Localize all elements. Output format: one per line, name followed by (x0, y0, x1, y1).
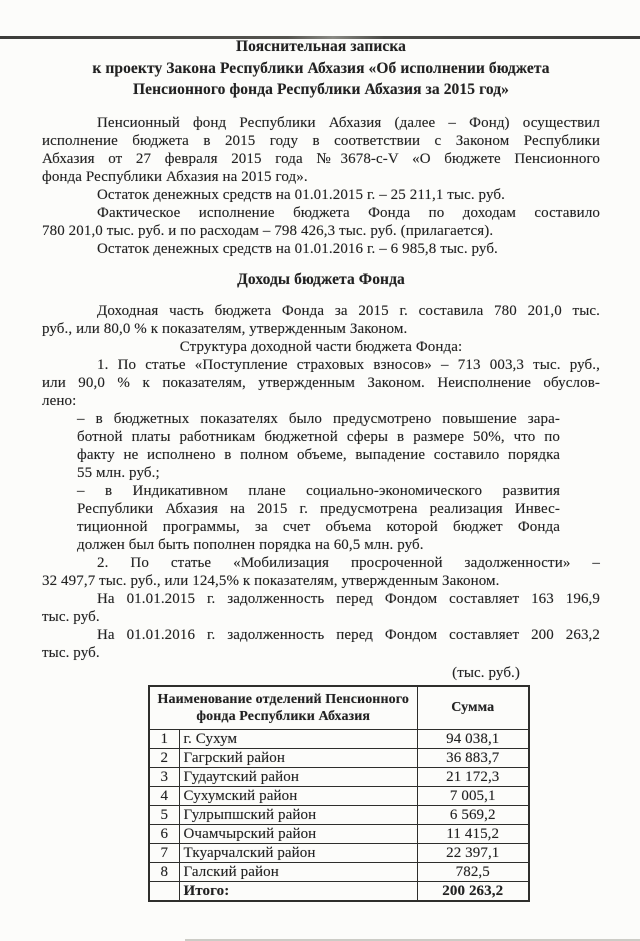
text-line: Пояснительная записка (235, 38, 407, 55)
text-line: Фактическое исполнение бюджета Фонда по доходам составило (97, 204, 600, 221)
table-row (149, 767, 529, 786)
text-line: Структура доходной части бюджета Фонда: (179, 338, 463, 355)
table-row (149, 748, 529, 767)
row-number-cell: 1 (149, 729, 179, 748)
text-line: Пенсионного фонда Республики Абхазия за 2015 год» (132, 81, 510, 98)
table-row (149, 843, 529, 862)
text-line: На 01.01.2016 г. задолженность перед Фондом составляет 200 263,2 (97, 626, 600, 643)
branch-name-cell: Сухумский район (179, 786, 417, 805)
text-line: или 90,0 % к показателям, утвержденным Законом. Неисполнение обуслов- (42, 374, 600, 391)
branch-name-cell: Ткуарчалский район (179, 843, 417, 862)
table-row (149, 805, 529, 824)
text-line: руб., или 80,0 % к показателям, утвержденным Законом. (42, 320, 408, 337)
row-number-cell: 4 (149, 786, 179, 805)
sum-cell: 200 263,2 (417, 881, 529, 901)
section-heading-incomes (42, 271, 600, 289)
branch-name-cell: Очамчырский район (179, 824, 417, 843)
bullet-salary (77, 410, 560, 482)
sum-cell: 22 397,1 (417, 843, 529, 862)
text-line: (тыс. руб.) (452, 664, 520, 681)
branch-name-cell: Гудаутский район (179, 767, 417, 786)
text-line: Доходы бюджета Фонда (237, 270, 405, 288)
row-number-cell: 5 (149, 805, 179, 824)
text-line: Пенсионный фонд Республики Абхазия (далее – Фонд) осуществил (97, 114, 600, 131)
text-line: факту не исполнено в полном объеме, выпадение составило порядка (77, 446, 560, 463)
text-line: 55 млн. руб.; (77, 464, 160, 481)
text-line: фонда Республики Абхазия на 2015 год». (42, 168, 308, 185)
text-line: лено: (42, 392, 77, 409)
document-title (42, 36, 600, 101)
text-line: должен был быть пополнен порядка на 60,5 млн. руб. (77, 536, 424, 553)
sum-cell: 7 005,1 (417, 786, 529, 805)
paragraph-balance-2016 (42, 240, 600, 258)
branch-name-cell: Гулрыпшский район (179, 805, 417, 824)
sum-cell: 6 569,2 (417, 805, 529, 824)
table-row (149, 729, 529, 748)
row-number-cell: 7 (149, 843, 179, 862)
text-line: ботной платы работникам бюджетной сферы в размере 50%, что по (77, 428, 560, 445)
branch-name-cell: Итого: (179, 881, 417, 901)
text-line: к проекту Закона Республики Абхазия «Об исполнении бюджета (92, 59, 550, 77)
text-line: тыс. руб. (42, 644, 100, 661)
branch-name-cell: Галский район (179, 862, 417, 881)
pension-branches-table (148, 685, 530, 902)
text-line: Абхазия от 27 февраля 2015 года №3678-с-V «О бюджете Пенсионного (42, 150, 600, 167)
table-header-row (149, 686, 529, 730)
text-line: 32 497,7 тыс. руб., или 124,5% к показателям, утвержденным Законом. (42, 572, 500, 589)
paragraph-actual-execution (42, 204, 600, 240)
sum-cell: 36 883,7 (417, 748, 529, 767)
sum-cell: 21 172,3 (417, 767, 529, 786)
table-row (149, 862, 529, 881)
paragraph-item-1 (42, 356, 600, 410)
table-row (149, 786, 529, 805)
row-number-cell (149, 881, 179, 901)
sum-cell: 94 038,1 (417, 729, 529, 748)
table-header-sum: Сумма (417, 686, 529, 730)
table-body (149, 729, 529, 901)
text-line: исполнение бюджета в 2015 году в соответствии с Законом Республики (42, 132, 600, 149)
text-line: 780 201,0 тыс. руб. и по расходам – 798 426,3 тыс. руб. (прилагается). (42, 222, 494, 239)
paragraph-item-2 (42, 554, 600, 590)
paragraph-structure (42, 338, 600, 356)
text-line: Республики Абхазия на 2015 г. предусмотрена реализация Инвес- (77, 500, 560, 517)
paragraph-debt-2016 (42, 626, 600, 662)
row-number-cell: 6 (149, 824, 179, 843)
text-line: 1. По статье «Поступление страховых взносов» – 713 003,3 тыс. руб., (97, 356, 600, 373)
text-line: тиционной программы, за счет объема которой бюджет Фонда (77, 518, 560, 535)
paragraph-debt-2015 (42, 590, 600, 626)
bullet-investment (77, 482, 560, 554)
text-line: тыс. руб. (42, 608, 100, 625)
paragraph-balance-2015 (42, 186, 600, 204)
row-number-cell: 2 (149, 748, 179, 767)
text-line: 2. По статье «Мобилизация просроченной задолженности» – (97, 554, 600, 571)
table-header-name: Наименование отделений Пенсионного фонда Республики Абхазия (149, 686, 417, 730)
table-row (149, 824, 529, 843)
sum-cell: 782,5 (417, 862, 529, 881)
table-total-row (149, 881, 529, 901)
row-number-cell: 8 (149, 862, 179, 881)
text-line: – в Индикативном плане социально-экономического развития (77, 482, 560, 499)
paragraph-intro (42, 114, 600, 186)
document-body (42, 36, 600, 682)
table-units-caption (42, 664, 600, 682)
sum-cell: 11 415,2 (417, 824, 529, 843)
document-page (42, 36, 600, 902)
branch-name-cell: г. Сухум (179, 729, 417, 748)
paragraph-income-part (42, 302, 600, 338)
text-line: На 01.01.2015 г. задолженность перед Фондом составляет 163 196,9 (97, 590, 600, 607)
text-line: – в бюджетных показателях было предусмотрено повышение зара- (77, 410, 560, 427)
text-line: Доходная часть бюджета Фонда за 2015 г. составила 780 201,0 тыс. (97, 302, 600, 319)
branch-name-cell: Гагрский район (179, 748, 417, 767)
text-line: Остаток денежных средств на 01.01.2016 г. – 6 985,8 тыс. руб. (97, 240, 498, 257)
row-number-cell: 3 (149, 767, 179, 786)
text-line: Остаток денежных средств на 01.01.2015 г. – 25 211,1 тыс. руб. (97, 186, 505, 203)
